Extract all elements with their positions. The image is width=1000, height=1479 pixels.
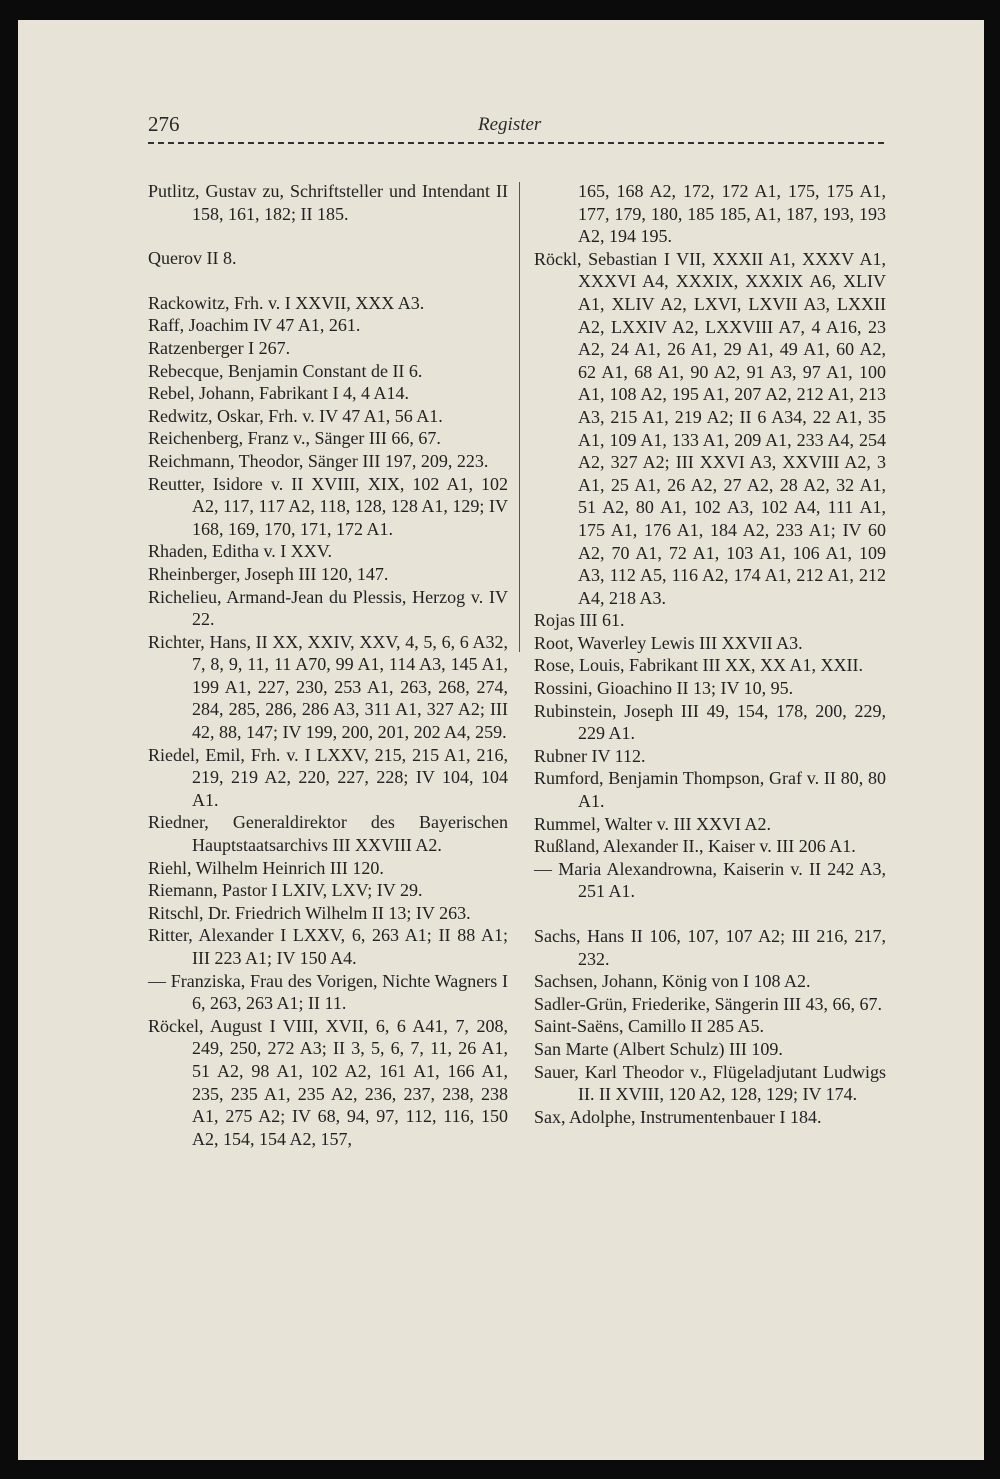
index-entry: Rummel, Walter v. III XXVI A2. [534,813,772,834]
index-entry: Sax, Adolphe, Instrumentenbauer I 184. [534,1106,822,1127]
index-entry: Sachs, Hans II 106, 107, 107 A2; III 216, 217, 232. [534,926,886,969]
index-entry: Sauer, Karl Theodor v., Flügeladjutant Ludwigs II. II XVIII, 120 A2, 128, 129; IV 174. [534,1061,886,1105]
index-entry: Richelieu, Armand-Jean du Plessis, Herzog v. IV 22. [148,586,508,630]
index-entry: Rheinberger, Joseph III 120, 147. [148,563,389,584]
index-entry: Röckel, August I VIII, XVII, 6, 6 A41, 7, 208, 249, 250, 272 A3; II 3, 5, 6, 7, 11, 26 A1, 51 A2, 98 A1, 102 A2, 161 A1, 166 A1, 235, 235 A1, 235 A2, 236, 237, 238, 238 A1, 275 A2; IV 68, 94, 97, 112, 116, 150 A2, 154, 154 A2, 157, [148,1015,508,1149]
index-entry: Ratzenberger I 267. [148,337,291,358]
entry-gap [534,903,886,925]
index-entry: Saint-Saëns, Camillo II 285 A5. [534,1016,764,1037]
index-column-right [534,180,886,1128]
index-entry: Rußland, Alexander II., Kaiser v. III 206 A1. [534,836,856,857]
index-entry: Rose, Louis, Fabrikant III XX, XX A1, XXII. [534,655,863,676]
index-column-left [148,180,508,1150]
index-entry: Rubinstein, Joseph III 49, 154, 178, 200, 229, 229 A1. [534,700,886,744]
index-entry: Riedel, Emil, Frh. v. I LXXV, 215, 215 A1, 216, 219, 219 A2, 220, 227, 228; IV 104, 104 A1. [148,744,508,810]
index-entry: Sachsen, Johann, König von I 108 A2. [534,971,811,992]
index-entry: Root, Waverley Lewis III XXVII A3. [534,632,803,653]
column-divider [519,182,520,652]
index-entry: Rebel, Johann, Fabrikant I 4, 4 A14. [148,383,409,404]
index-entry: Rumford, Benjamin Thompson, Graf v. II 80, 80 A1. [534,768,886,812]
page-number: 276 [148,112,180,136]
index-entry: — Franziska, Frau des Vorigen, Nichte Wagners I 6, 263, 263 A1; II 11. [148,970,508,1014]
index-entry: — Maria Alexandrowna, Kaiserin v. II 242 A3, 251 A1. [534,858,886,902]
running-title: Register [478,114,542,135]
index-entry: Reichenberg, Franz v., Sänger III 66, 67. [148,428,441,449]
page-header [148,112,884,144]
index-entry: Rojas III 61. [534,610,625,631]
index-entry: Röckl, Sebastian I VII, XXXII A1, XXXV A1, XXXVI A4, XXXIX, XXXIX A6, XLIV A1, XLIV A2, LXVI, LXVII A3, LXXII A2, LXXIV A2, LXXVIII A7, 4 A16, 23 A2, 24 A1, 26 A1, 29 A1, 49 A1, 60 A2, 62 A1, 68 A1, 90 A2, 91 A3, 97 A1, 100 A1, 108 A2, 195 A1, 207 A2, 212 A1, 213 A3, 215 A1, 219 A2; II 6 A34, 22 A1, 35 A1, 109 A1, 133 A1, 209 A1, 233 A4, 254 A2, 327 A2; III XXVI A3, XXVIII A2, 3 A1, 25 A1, 26 A2, 27 A2, 28 A2, 32 A1, 51 A2, 80 A1, 102 A3, 102 A4, 111 A1, 175 A1, 176 A1, 184 A2, 233 A1; IV 60 A2, 70 A1, 72 A1, 103 A1, 106 A1, 109 A3, 112 A5, 116 A2, 174 A1, 212 A1, 212 A4, 218 A3. [534,248,886,608]
index-entry: San Marte (Albert Schulz) III 109. [534,1038,783,1059]
index-entry: Ritschl, Dr. Friedrich Wilhelm II 13; IV 263. [148,902,471,923]
entry-gap [148,225,508,247]
index-entry: Rebecque, Benjamin Constant de II 6. [148,360,423,381]
index-entry: Reichmann, Theodor, Sänger III 197, 209, 223. [148,450,489,471]
index-entry: Reutter, Isidore v. II XVIII, XIX, 102 A1, 102 A2, 117, 117 A2, 118, 128, 128 A1, 129; IV 168, 169, 170, 171, 172 A1. [148,473,508,539]
entry-gap [148,270,508,292]
index-entry: Sadler-Grün, Friederike, Sängerin III 43, 66, 67. [534,993,883,1014]
index-entry: Richter, Hans, II XX, XXIV, XXV, 4, 5, 6, 6 A32, 7, 8, 9, 11, 11 A70, 99 A1, 114 A3, 145 A1, 199 A1, 227, 230, 253 A1, 263, 268, 274, 284, 285, 286, 286 A3, 311 A1, 327 A2; III 42, 88, 147; IV 199, 200, 201, 202 A4, 259. [148,631,508,743]
index-entry: Rhaden, Editha v. I XXV. [148,541,332,562]
index-entry: Redwitz, Oskar, Frh. v. IV 47 A1, 56 A1. [148,405,443,426]
index-entry: Rubner IV 112. [534,745,646,766]
index-entry: Ritter, Alexander I LXXV, 6, 263 A1; II 88 A1; III 223 A1; IV 150 A4. [148,925,508,968]
index-entry: Rossini, Gioachino II 13; IV 10, 95. [534,678,794,699]
index-entry: Riedner, Generaldirektor des Bayerischen Hauptstaatsarchivs III XXVIII A2. [148,812,508,856]
index-entry: Putlitz, Gustav zu, Schriftsteller und Intendant II 158, 161, 182; II 185. [148,181,508,224]
index-entry: Riemann, Pastor I LXIV, LXV; IV 29. [148,880,423,901]
index-entry: Raff, Joachim IV 47 A1, 261. [148,315,361,336]
index-entry: Riehl, Wilhelm Heinrich III 120. [148,857,384,878]
index-entry: Querov II 8. [148,248,237,269]
index-entry: Rackowitz, Frh. v. I XXVII, XXX A3. [148,292,425,313]
index-entry: 165, 168 A2, 172, 172 A1, 175, 175 A1, 177, 179, 180, 185 185, A1, 187, 193, 193 A2, 194 195. [578,181,886,247]
